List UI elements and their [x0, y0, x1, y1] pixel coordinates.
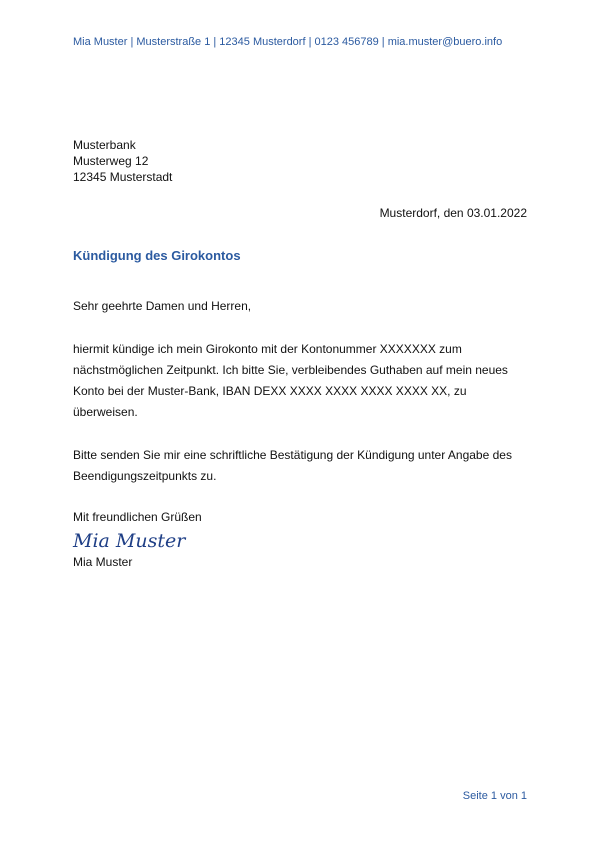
salutation: Sehr geehrte Damen und Herren,: [73, 299, 252, 313]
recipient-city: 12345 Musterstadt: [73, 170, 173, 184]
recipient-street: Musterweg 12: [73, 154, 149, 168]
recipient-address: [73, 137, 172, 185]
signer-name: Mia Muster: [73, 555, 133, 569]
subject-line: Kündigung des Girokontos: [73, 248, 241, 263]
sender-address-line: Mia Muster | Musterstraße 1 | 12345 Musterdorf | 0123 456789 | mia.muster@buero.info: [73, 36, 503, 48]
date-line: Musterdorf, den 03.01.2022: [379, 206, 527, 220]
body-paragraph-2: Bitte senden Sie mir eine schriftliche Bestätigung der Kündigung unter Angabe des Beendigungszeitpunkts zu.: [73, 448, 512, 483]
closing-phrase: Mit freundlichen Grüßen: [73, 510, 202, 524]
recipient-name: Musterbank: [73, 138, 136, 152]
body-paragraph-1: hiermit kündige ich mein Girokonto mit der Kontonummer XXXXXXX zum nächstmöglichen Zeitpunkt. Ich bitte Sie, verbleibendes Guthaben auf mein neues Konto bei der Muster-Bank, IBAN DEXX XXXX XXXX XXXX XXXX XX, zu überweisen.: [73, 342, 508, 419]
handwritten-signature: Mia Muster: [73, 530, 186, 552]
page-number: Seite 1 von 1: [462, 790, 527, 802]
